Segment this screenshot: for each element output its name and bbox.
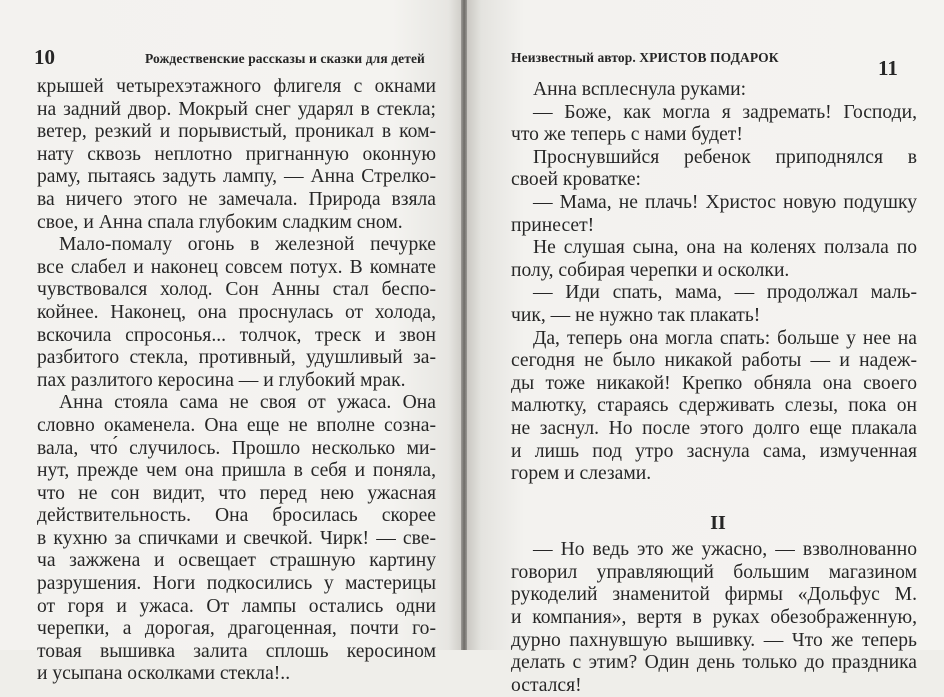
text-line: ды тоже никакой! Крепко обняла она своего: [511, 372, 917, 394]
right-running-head: Неизвестный автор. ХРИСТОВ ПОДАРОК: [511, 50, 779, 65]
text-line: — Иди спать, мама, — продолжал маль-: [533, 282, 917, 304]
text-line: чик, — не нужно так плакать!: [511, 304, 761, 326]
text-line: ча зажжена и освещает страшную картину: [37, 550, 436, 572]
text-line: рукоделий знаменитой фирмы «Дольфус М.: [511, 584, 917, 606]
text-line: словно окаменела. Она еще не вполне созна-: [37, 414, 436, 436]
text-line: Анна стояла сама не своя от ужаса. Она: [59, 392, 436, 414]
text-line: разбитого стекла, противный, удушливый за-: [37, 347, 436, 369]
text-line: койнее. Наконец, она проснулась от холода,: [37, 301, 436, 323]
text-line: вала, что́ случилось. Прошло несколько ми-: [37, 437, 436, 459]
text-line: действительность. Она бросилась скорее: [37, 505, 436, 527]
right-page-text: [511, 79, 917, 697]
text-line: что же теперь с нами будет!: [511, 124, 743, 146]
text-line: полу, собирая черепки и осколки.: [511, 259, 790, 281]
text-line: — Боже, как могла я задремать! Господи,: [533, 101, 917, 123]
text-line: крышей четырехэтажного флигеля с окнами: [37, 76, 436, 97]
text-line: черепки, а дорогая, драгоценная, почти го-: [37, 618, 436, 640]
section-heading: II: [710, 511, 726, 534]
text-line: и усыпана осколками стекла!..: [37, 663, 291, 685]
right-page-number: 11: [878, 56, 898, 80]
text-line: остался!: [511, 674, 582, 696]
text-line: нату сквозь неплотно пригнанную оконную: [37, 143, 436, 165]
text-line: и лишь под утро заснула сама, измученная: [511, 440, 917, 462]
text-line: Да, теперь она могла спать: больше у нее на: [533, 327, 917, 349]
text-line: вскочила спросонья... толчок, треск и звон: [37, 324, 436, 346]
text-line: чувствовался холод. Сон Анны стал беспо-: [37, 279, 436, 301]
text-line: и компания», вертя в руках обезображенную,: [511, 607, 917, 629]
right-page: [467, 0, 944, 696]
text-line: сегодня не было никакой работы — и надеж-: [511, 350, 917, 372]
text-line: свое, и Анна спала глубоким сладким сном.: [37, 211, 403, 233]
text-line: раму, пытаясь задуть лампу, — Анна Стрелко-: [37, 166, 436, 188]
text-line: — Но ведь это же ужасно, — взволнованно: [533, 539, 917, 561]
text-line: пах разлитого керосина — и глубокий мрак.: [37, 369, 406, 391]
text-line: не заснул. Но после этого долго еще плакала: [511, 417, 917, 439]
left-page-number: 10: [34, 45, 55, 69]
text-line: на задний двор. Мокрый снег ударял в стекла;: [37, 98, 436, 120]
text-line: Не слушая сына, она на коленях ползала по: [533, 237, 917, 259]
text-line: от горя и ужаса. От лампы остались одни: [37, 595, 436, 617]
text-line: товая вышивка залита сплошь керосином: [37, 640, 436, 662]
text-line: своей кроватке:: [511, 169, 641, 191]
text-line: ветер, резкий и порывистый, проникал в ком-: [37, 121, 436, 143]
text-line: все слабел и наконец совсем потух. В комнате: [37, 256, 436, 278]
text-line: нут, прежде чем она пришла в себя и поняла,: [37, 460, 436, 482]
text-line: малютку, стараясь сдерживать слезы, пока он: [511, 395, 917, 417]
text-line: Проснувшийся ребенок приподнялся в: [533, 146, 917, 168]
text-line: в кухню за спичками и свечкой. Чирк! — све-: [37, 527, 436, 549]
text-line: — Мама, не плачь! Христос новую подушку: [533, 191, 917, 213]
left-page: [0, 0, 462, 685]
text-line: делать с этим? Один день только до праздника: [511, 652, 917, 674]
text-line: горем и слезами.: [511, 463, 652, 485]
left-page-text: [37, 76, 436, 686]
text-line: ва ничего этого не замечала. Природа взяла: [37, 188, 436, 210]
text-line: разрушения. Ноги подкосились у мастерицы: [37, 573, 436, 595]
text-line: дурно пахнувшую вышивку. — Что же теперь: [511, 629, 917, 651]
text-line: что не сон видит, что перед нею ужасная: [37, 482, 436, 504]
text-line: Мало-помалу огонь в железной печурке: [59, 234, 436, 256]
left-running-head: Рождественские рассказы и сказки для детей: [145, 51, 425, 66]
text-line: Анна всплеснула руками:: [533, 79, 747, 100]
text-line: принесет!: [511, 214, 595, 236]
text-line: говорил управляющий большим магазином: [511, 561, 917, 583]
